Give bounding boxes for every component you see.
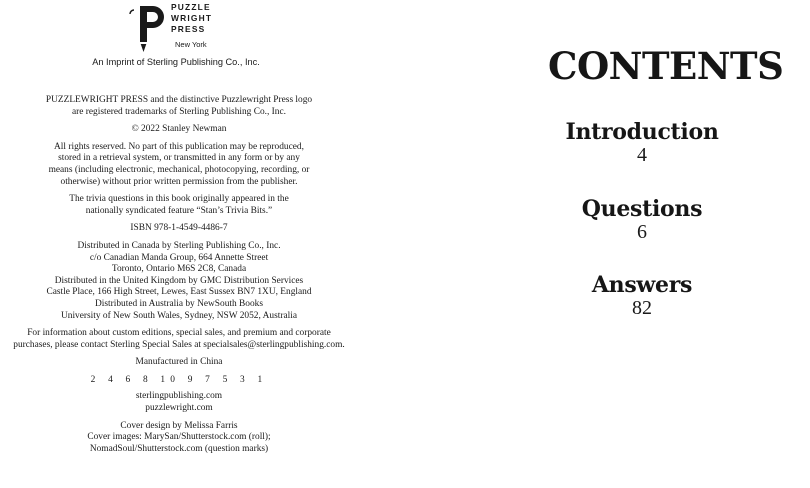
copyright-page	[0, 0, 390, 488]
publisher-logo	[126, 2, 236, 54]
print-numbers: 2 4 6 8 10 9 7 5 3 1	[90, 374, 268, 385]
toc-title: Answers	[591, 272, 693, 298]
publisher-city: New York	[175, 40, 207, 49]
trademark-notice: PUZZLEWRIGHT PRESS and the distinctive Puzzlewright Press logo are registered trademarks of Sterling Publishing Co., Inc.	[45, 95, 313, 117]
pencil-p-icon	[126, 2, 168, 54]
toc-title: Questions	[581, 196, 703, 222]
toc-entry-introduction[interactable]	[520, 120, 764, 166]
contents-heading: CONTENTS	[548, 44, 784, 88]
toc-page-number: 4	[637, 144, 647, 166]
websites: sterlingpublishing.com puzzlewright.com	[135, 391, 223, 414]
rights-notice: All rights reserved. No part of this publication may be reproduced, stored in a retrieval system, or transmitted in any form or by any means (including electronic, mechanical, photocopying, recording, or otherwise) without prior written permission from the publisher.	[48, 141, 310, 187]
isbn: ISBN 978-1-4549-4486-7	[130, 223, 228, 234]
copyright-text	[4, 95, 354, 461]
manufacture-notice: Manufactured in China	[135, 357, 223, 368]
sales-info: For information about custom editions, special sales, and premium and corporate purchases, please contact Sterling Special Sales at specialsales@sterlingpublishing.com.	[13, 328, 345, 350]
toc-page-number: 6	[637, 221, 647, 243]
toc-title: Introduction	[565, 119, 719, 145]
contents-page	[520, 0, 784, 488]
cover-credits: Cover design by Melissa Farris Cover images: MarySan/Shutterstock.com (roll); NomadSoul/Shutterstock.com (question marks)	[87, 420, 271, 454]
logo-wordmark: PUZZLE WRIGHT PRESS	[171, 2, 213, 34]
distribution-notice: Distributed in Canada by Sterling Publishing Co., Inc. c/o Canadian Manda Group, 664 Annette Street Toronto, Ontario M6S 2C8, Canada Distributed in the United Kingdom by GMC Distribution Services Castle Place, 166 High Street, Lewes, East Sussex BN7 1XU, England Distributed in Australia by NewSouth Books University of New South Wales, Sydney, NSW 2052, Australia	[46, 240, 312, 321]
imprint-line: An Imprint of Sterling Publishing Co., Inc.	[92, 57, 260, 67]
copyright-notice: © 2022 Stanley Newman	[131, 124, 227, 135]
toc-entry-questions[interactable]	[520, 197, 764, 243]
toc-page-number: 82	[632, 297, 652, 319]
toc-entry-answers[interactable]	[520, 273, 764, 319]
source-notice: The trivia questions in this book originally appeared in the nationally syndicated feature “Stan’s Trivia Bits.”	[69, 194, 289, 216]
